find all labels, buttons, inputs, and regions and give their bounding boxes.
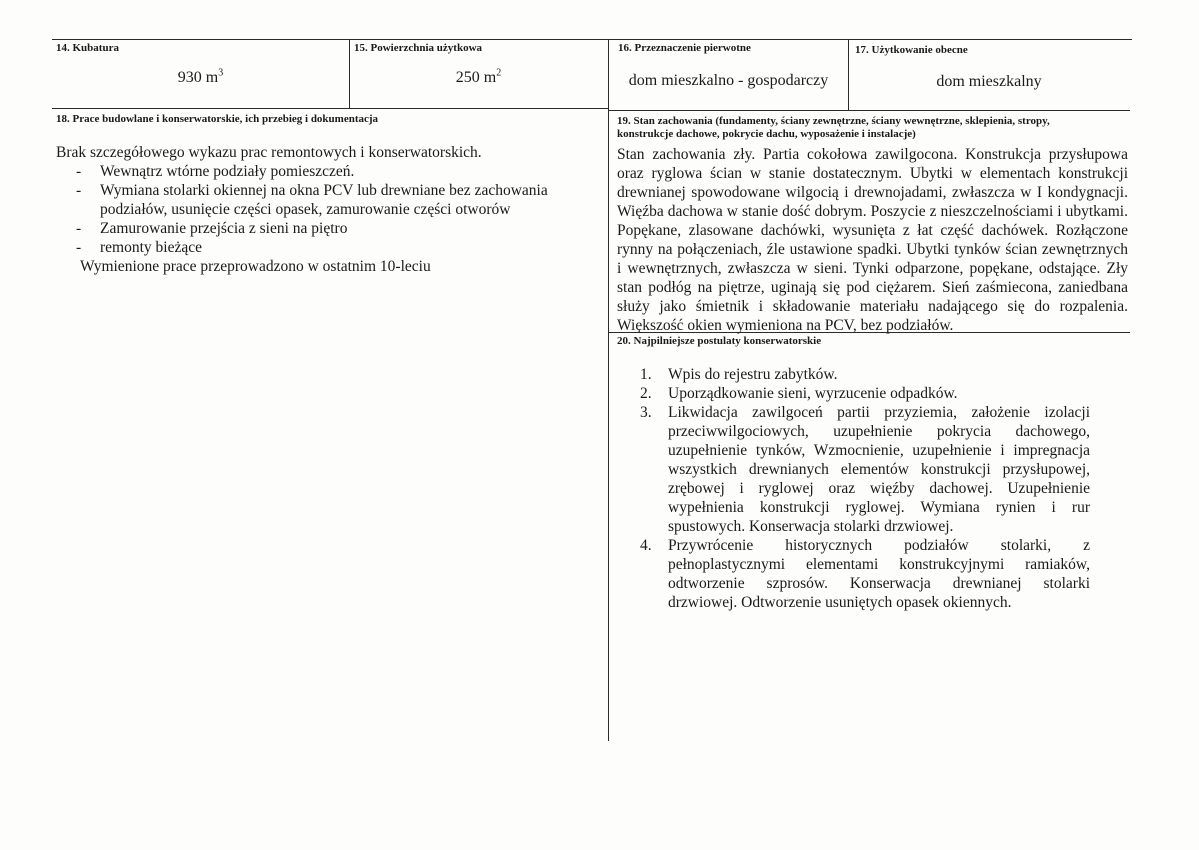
row-divider-left [52,108,609,109]
stan-label: 19. Stan zachowania (fundamenty, ściany zewnętrzne, ściany wewnętrzne, sklepienia, stropy, konstrukcje dachowe, pokrycie dachu, wyposażenie i instalacje) [617,115,1050,140]
postulaty-body [640,365,1090,612]
list-item: - remonty bieżące [76,239,202,256]
list-item: 4. Przywrócenie historycznych podziałów stolarki, z pełnoplastycznymi elementami konstrukcyjnymi ramiaków, odtworzenie szprosów. Konserwacja drewnianej stolarki drzwiowej. Odtworzenie usuniętych opasek okiennych. [640,537,1090,611]
prace-intro: Brak szczegółowego wykazu prac remontowych i konserwatorskich. [56,144,482,161]
list-item: - Wewnątrz wtórne podziały pomieszczeń. [76,163,355,180]
uzytkowanie-label: 17. Użytkowanie obecne [855,44,968,56]
list-item: 1. Wpis do rejestru zabytków. [640,366,838,383]
powierzchnia-value: 250 $m^2$ [455,67,502,86]
przeznaczenie-value: dom mieszkalno - gospodarczy [628,72,829,89]
list-item: 3. Likwidacja zawilgoceń partii przyziemia, założenie izolacji przeciwwilgociowych, uzupełnienie pokrycia dachowego, uzupełnienie tynków, Wzmocnienie, uzupełnienie i impregnacja wszystkich drewnianych elementów konstrukcji przysłupowej, zrębowej i ryglowej oraz więźby dachowej. Uzupełnienie wypełnienia konstrukcji ryglowej. Wymiana rynien i rur spustowych. Konserwacja stolarki drzwiowej. [640,404,1090,535]
kubatura-label: 14. Kubatura [56,42,119,54]
list-item: 2. Uporządkowanie sieni, wyrzucenie odpadków. [640,385,958,402]
center-divider [608,39,609,741]
kubatura-value: 930 $m^3$ [177,67,224,86]
row-divider-right [609,110,1130,111]
top-rule [52,39,1132,40]
powierzchnia-label: 15. Powierzchnia użytkowa [354,42,483,54]
postulaty-list [640,365,1090,612]
uzytkowanie-value: dom mieszkalny [936,73,1042,90]
list-item: - Wymiana stolarki okiennej na okna PCV lub drewniane bez zachowania podziałów, usunięcie części opasek, zamurowanie części otworów [76,182,548,218]
prace-label: 18. Prace budowlane i konserwatorskie, ich przebieg i dokumentacja [56,113,379,125]
prace-list [56,162,576,257]
prace-body [56,143,576,276]
postulaty-label: 20. Najpilniejsze postulaty konserwatorskie [617,335,822,347]
list-item: - Zamurowanie przejścia z sieni na piętro [76,220,348,237]
prace-outro: Wymienione prace przeprowadzono w ostatnim 10-leciu [80,258,431,275]
przeznaczenie-label: 16. Przeznaczenie pierwotne [618,42,751,54]
stan-body: Stan zachowania zły. Partia cokołowa zawilgocona. Konstrukcja przysłupowa oraz ryglowa ścian w stanie dostatecznym. Ubytki w elementach konstrukcji drewnianej spowodowane wilgocią i drewnojadami, zwłaszcza w I kondygnacji. Więźba dachowa w stanie dość dobrym. Poszycie z nieszczelnościami i ubytkami. Popękane, zlasowane dachówki, wysunięta z łat część dachówek. Rozłączone rynny na połączeniach, źle ustawione spadki. Ubytki tynków ścian zewnętrznych i wewnętrznych, zwłaszcza w sieni. Tynki odparzone, popękane, odstające. Zły stan podłóg na piętrze, uginają się pod ciężarem. Sień zaśmiecona, zaniedbana służy jako śmietnik i składowanie materiału nadającego się do rozpalenia. Większość okien wymieniona na PCV, bez podziałów. [617,146,1128,334]
